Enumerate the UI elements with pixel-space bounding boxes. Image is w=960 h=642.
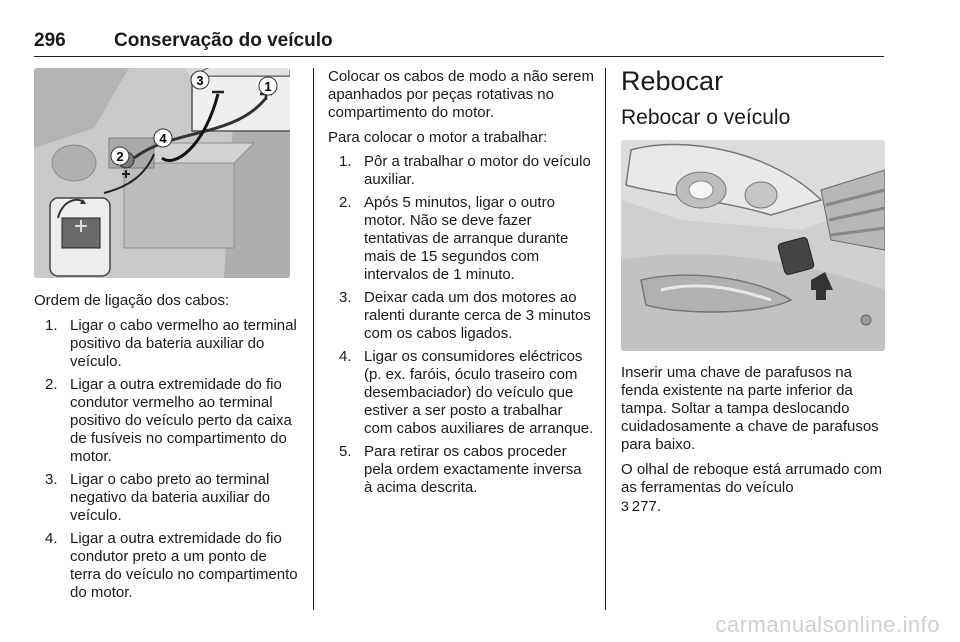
page-reference-icon: 3 <box>621 498 629 514</box>
tow-eye-location-text: O olhal de reboque está arrumado com as ferramentas do veículo 3 277. <box>621 461 882 515</box>
callout-3 <box>191 71 209 89</box>
svg-text:4: 4 <box>159 131 167 146</box>
connection-order-intro: Ordem de ligação dos cabos: <box>34 292 230 309</box>
list-item: 4. Ligar a outra extremidade do fio condutor preto a um ponto de terra do veículo no compartimento do motor. <box>45 530 298 601</box>
watermark: carmanualsonline.info <box>715 612 940 637</box>
cable-routing-note: Colocar os cabos de modo a não serem apanhados por peças rotativas no compartimento do motor. <box>328 68 594 121</box>
column-1 <box>34 292 300 607</box>
callout-4 <box>154 129 172 147</box>
page-number: 296 <box>34 30 66 51</box>
svg-text:2: 2 <box>116 149 124 164</box>
column-divider <box>605 68 606 610</box>
jump-start-illustration <box>34 68 290 278</box>
list-item: 3. Ligar o cabo preto ao terminal negativo da bateria auxiliar do veículo. <box>45 471 271 524</box>
connection-steps <box>45 317 300 602</box>
svg-text:3: 3 <box>196 73 204 88</box>
start-engine-intro: Para colocar o motor a trabalhar: <box>328 129 548 146</box>
list-item: 1. Pôr a trabalhar o motor do veículo auxiliar. <box>339 153 591 188</box>
sub-title: Rebocar o veículo <box>621 106 791 129</box>
page-header <box>34 30 884 56</box>
header-rule <box>34 56 884 57</box>
list-item: 2. Após 5 minutos, ligar o outro motor. Não se deve fazer tentativas de arranque durante mais de 15 segundos com intervalos de 1 minuto. <box>339 194 569 283</box>
column-2 <box>328 68 594 502</box>
list-item: 2. Ligar a outra extremidade do fio condutor vermelho ao terminal positivo do veículo perto da caixa de fusíveis no compartimento do motor. <box>45 376 292 465</box>
column-3 <box>621 364 887 516</box>
callout-1 <box>259 77 277 95</box>
column-divider <box>313 68 314 610</box>
cover-removal-text: Inserir uma chave de parafusos na fenda existente na parte inferior da tampa. Soltar a tampa deslocando cuidadosamente a chave de parafusos para baixo. <box>621 364 879 453</box>
running-title: Conservação do veículo <box>114 30 333 51</box>
section-title: Rebocar <box>621 66 724 96</box>
list-item: 3. Deixar cada um dos motores ao ralenti durante cerca de 3 minutos com os cabos ligados. <box>339 289 591 342</box>
page-reference[interactable]: 277. <box>631 498 661 515</box>
start-steps <box>339 153 594 497</box>
list-item: 1. Ligar o cabo vermelho ao terminal positivo da bateria auxiliar do veículo. <box>45 317 297 370</box>
tow-eye-cover-illustration <box>621 140 885 351</box>
svg-text:1: 1 <box>264 79 272 94</box>
callout-2 <box>111 147 129 165</box>
list-item: 5. Para retirar os cabos proceder pela ordem exactamente inversa à acima descrita. <box>339 443 582 496</box>
list-item: 4. Ligar os consumidores eléctricos (p. ex. faróis, óculo traseiro com desembaciador) do veículo que estiver a ser posto a trabalhar com cabos auxiliares de arranque. <box>339 348 594 437</box>
